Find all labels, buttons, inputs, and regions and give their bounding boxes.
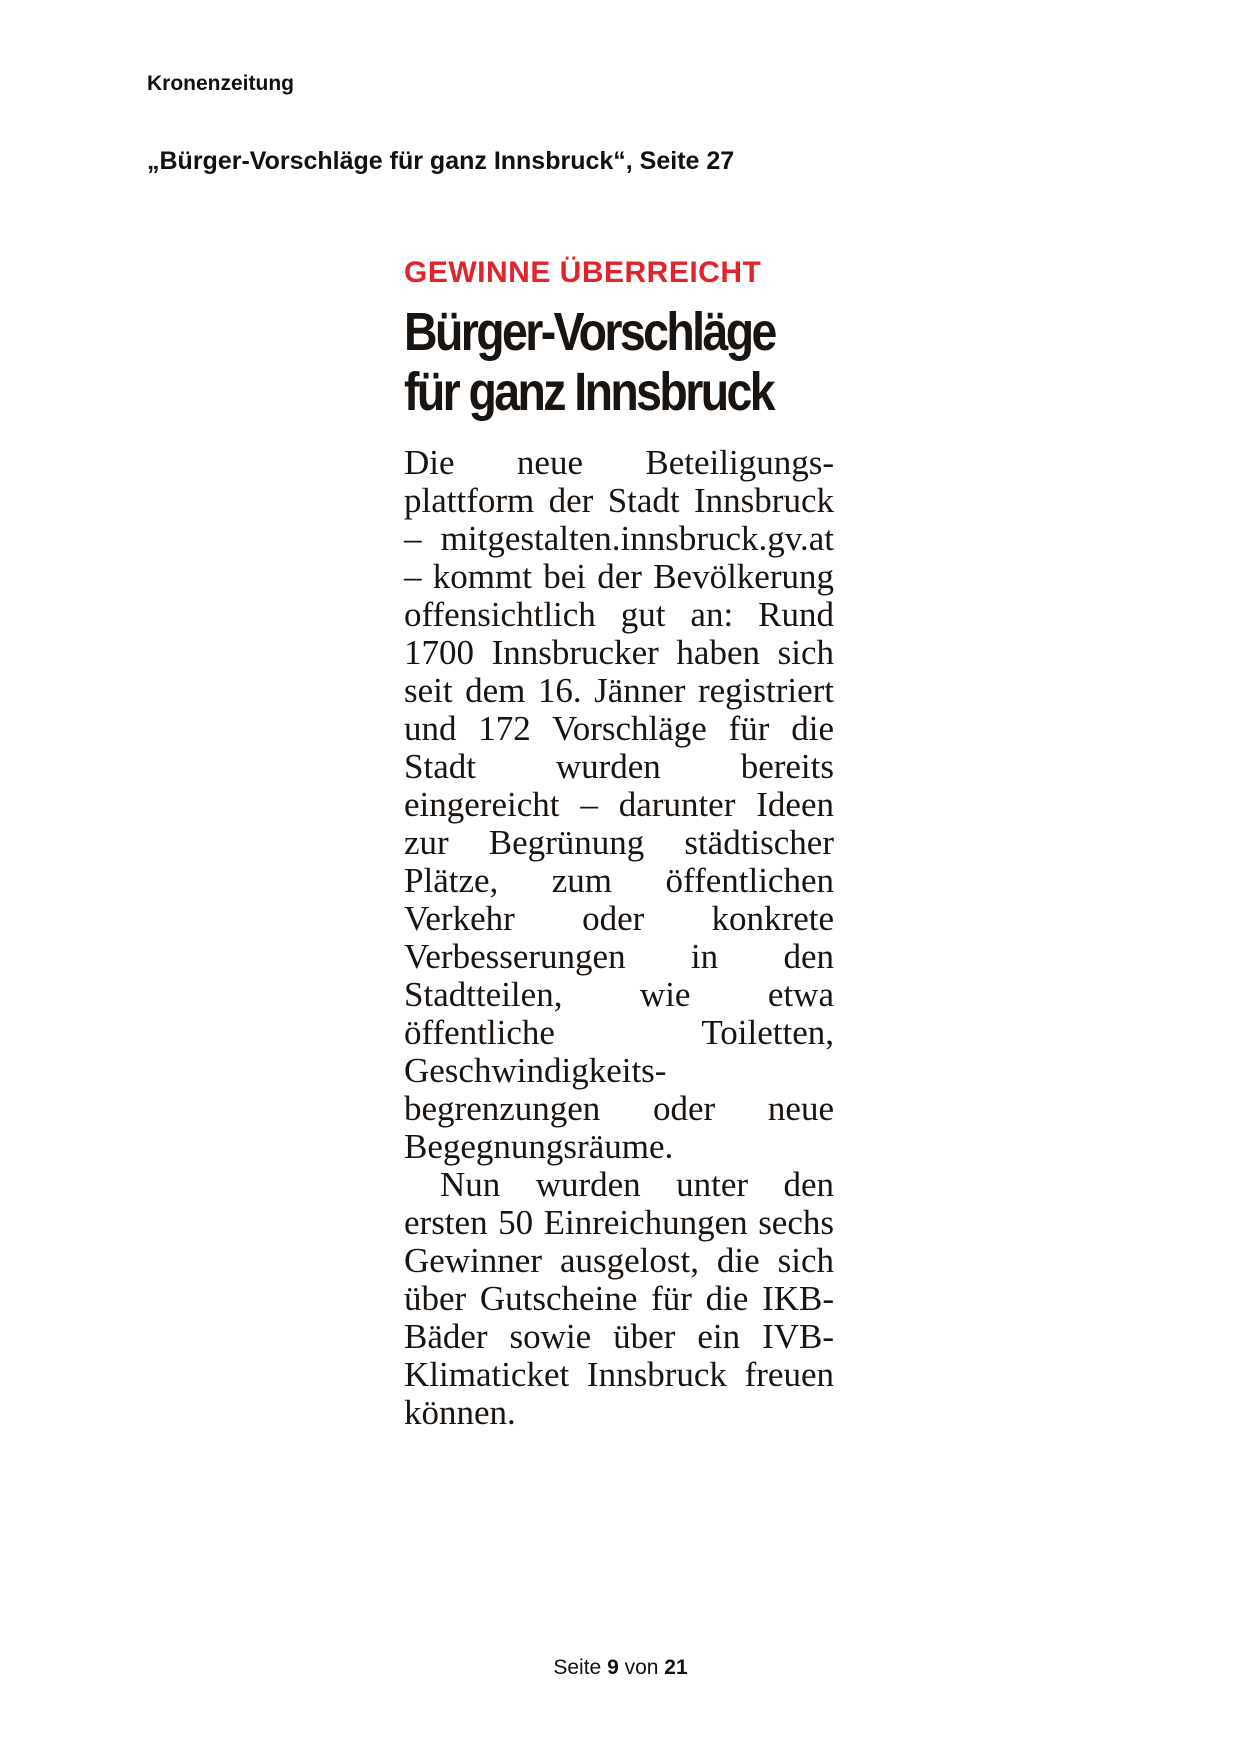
- page-label: Seite: [553, 1656, 602, 1679]
- document-title: „Bürger-Vorschläge für ganz Innsbruck“, Seite 27: [147, 147, 735, 175]
- article-paragraph-1: Die neue Beteiligungsplattform der Stadt Innsbruck – mitgestalten.innsbruck.gv.at – kommt bei der Bevölkerung offensichtlich gut an: Rund 1700 Innsbrucker haben sich seit dem 16. Jänner registriert und 172 Vorschläge für die Stadt wurden bereits eingereicht – darunter Ideen zur Begrünung städtischer Plätze, zum öffentlichen Verkehr oder konkrete Verbesserungen in den Stadtteilen, wie etwa öffentliche Toiletten, Geschwindigkeitsbegrenzungen oder neue Begegnungsräume.: [404, 443, 834, 1166]
- total-pages: 21: [664, 1656, 688, 1679]
- article-clipping: [404, 258, 834, 1432]
- current-page: 9: [607, 1656, 619, 1679]
- headline-line-2: für ganz Innsbruck: [404, 362, 773, 422]
- publication-name: Kronenzeitung: [147, 72, 294, 95]
- of-label: von: [624, 1656, 659, 1679]
- article-paragraph-2: Nun wurden unter den ersten 50 Einreichungen sechs Gewinner ausgelost, die sich über Gutscheine für die IKB-Bäder sowie über ein IVB-Klimaticket Innsbruck freuen können.: [404, 1165, 834, 1432]
- article-headline: [404, 302, 774, 422]
- headline-line-1: Bürger-Vorschläge: [404, 302, 775, 362]
- article-kicker: GEWINNE ÜBERREICHT: [404, 256, 762, 289]
- page-number: [0, 1656, 1241, 1680]
